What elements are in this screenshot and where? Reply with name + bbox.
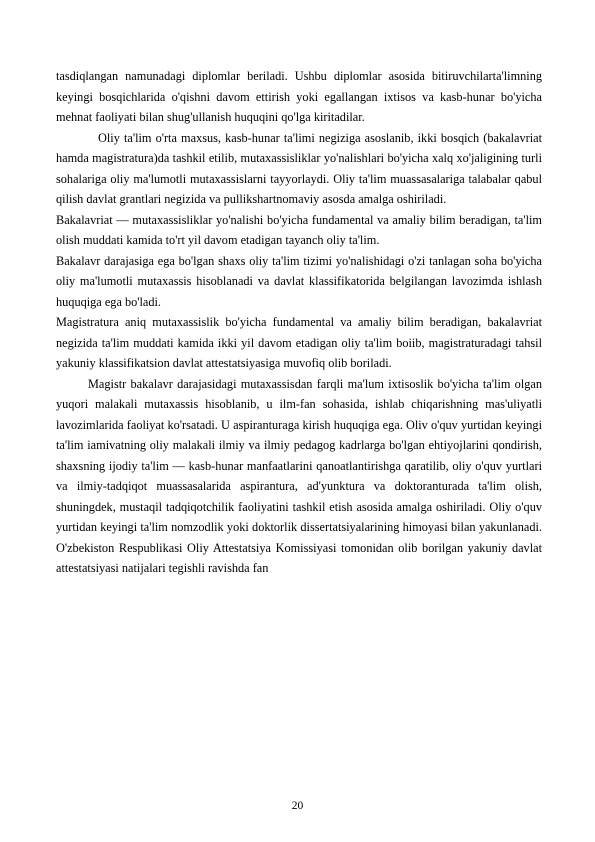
page-number: 20 bbox=[291, 800, 304, 812]
paragraph-master-program: Magistratura aniq mutaxassislik bo'yicha fundamental va amaliy bilim beradigan, bakalavriat negizida ta'lim muddati kamida ikki yil davom etadigan oliy ta'lim boiib, magistraturadagi tahsil yakuniy klassifikatsion davlat attestatsiyasiga muvofiq olib boriladi. bbox=[56, 315, 542, 370]
paragraph-bachelor-definition: Bakalavriat — mutaxassisliklar yo'nalishi bo'yicha fundamental va amaliy bilim beradigan, ta'lim olish muddati kamida to'rt yil davom etadigan tayanch oliy ta'lim. bbox=[56, 212, 542, 247]
paragraph-bachelor-degree: Bakalavr darajasiga ega bo'lgan shaxs oliy ta'lim tizimi yo'nalishidagi o'zi tanlagan soha bo'yicha oliy ma'lumotli mutaxassis hisoblanadi va davlat klassifikatorida belgilangan lavozimda ishlash huquqiga ega bo'ladi. bbox=[56, 253, 542, 309]
body-text bbox=[56, 66, 542, 579]
paragraph-master-degree: Magistr bakalavr darajasidagi mutaxassisdan farqli ma'lum ixtisoslik bo'yicha ta'lim olgan yuqori malakali mutaxassis hisoblanib, u ilm-fan sohasida, ishlab chiqarishning mas'uliyatli lavozimlarida faoliyat ko'rsatadi. U aspiranturaga kirish huquqiga ega. Oliv o'quv yurtidan keyingi ta'lim iamivatning oliy malakali ilmiy va ilmiy pedagog kadrlarga bo'lgan ehtiyojlarini qondirish, shaxsning ijodiy ta'lim — kasb-hunar manfaatlarini qanoatlantirishga qaratilib, oliy o'quv yurtlari va ilmiy-tadqiqot muassasalarida aspirantura, ad'yunktura va doktoranturada ta'lim olish, shuningdek, mustaqil tadqiqotchilik faoliyatini tashkil etish asosida amalga oshiriladi. Oliy o'quv yurtidan keyingi ta'lim nomzodlik yoki doktorlik dissertatsiyalarining himoyasi bilan yakunlanadi. O'zbekiston Respublikasi Oliy Attestatsiya Komissiyasi tomonidan olib borilgan yakuniy davlat attestatsiyasi natijalari tegishli ravishda fan bbox=[56, 376, 542, 575]
paragraph-higher-education: Oliy ta'lim o'rta maxsus, kasb-hunar ta'limi negiziga asoslanib, ikki bosqich (bakalavriat hamda magistratura)da tashkil etilib, mutaxassisliklar yo'nalishlari bo'yicha xalq xo'jaligining turli sohalariga oliy ma'lumotli mutaxassislarni tayyorlaydi. Oliy ta'lim muassasalariga talabalar qabul qilish davlat grantlari negizida va pullikshartnomaviy asosda amalga oshiriladi. bbox=[56, 130, 542, 206]
paragraph-diplomas: tasdiqlangan namunadagi diplomlar beriladi. Ushbu diplomlar asosida bitiruvchilarta'limning keyingi bosqichlarida o'qishni davom ettirish yoki egallangan ixtisos va kasb-hunar bo'yicha mehnat faoliyati bilan shug'ullanish huquqini qo'lga kiritadilar. bbox=[56, 69, 542, 124]
